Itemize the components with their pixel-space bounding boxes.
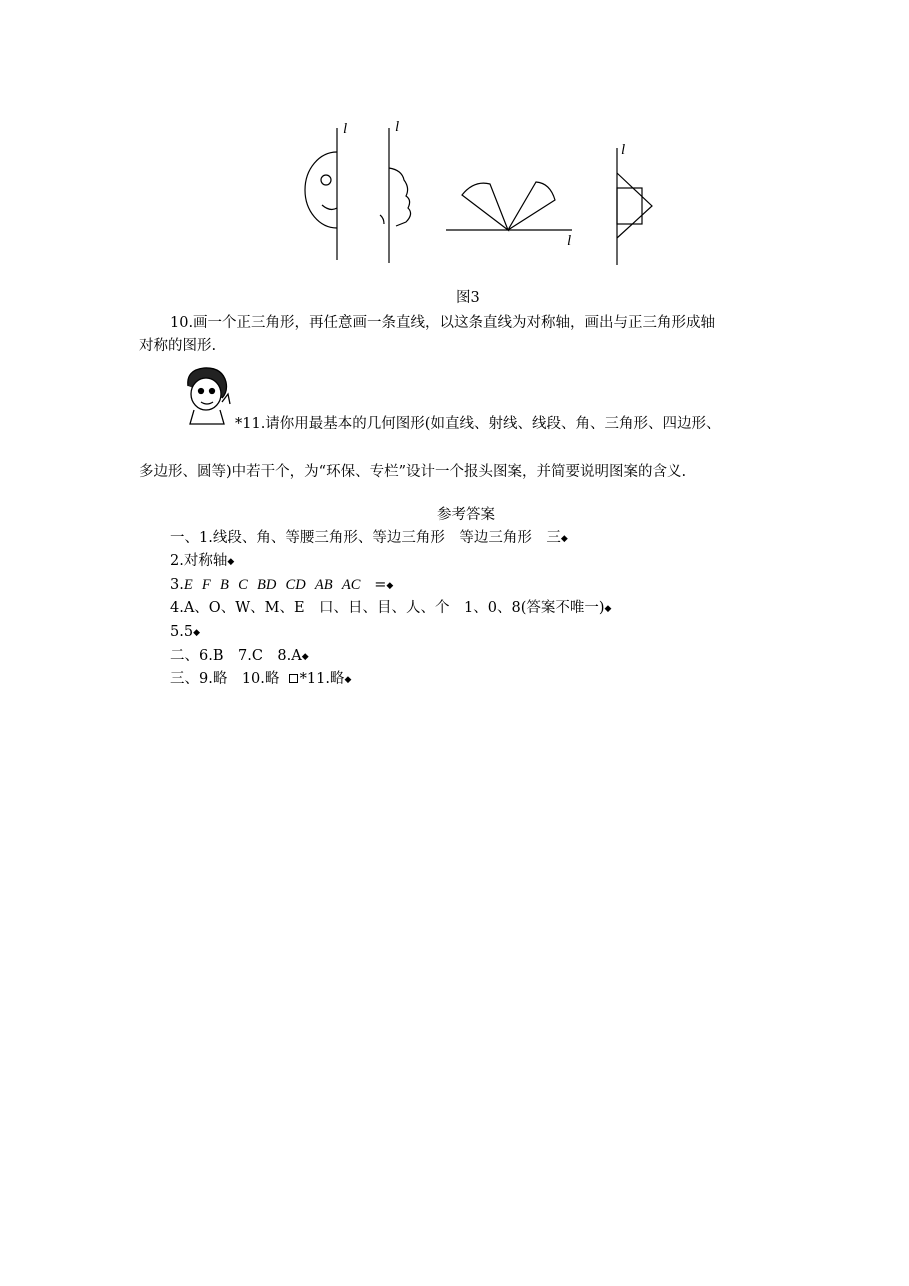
profile-detail bbox=[380, 215, 384, 224]
answer-line-1 bbox=[170, 528, 568, 549]
axis-label-1: l bbox=[343, 121, 348, 137]
answer-11-text: *11.略 bbox=[299, 671, 345, 687]
answer-line-3 bbox=[170, 575, 393, 596]
answer-marker: ◆ bbox=[227, 557, 235, 567]
answer-line-6 bbox=[170, 646, 309, 667]
answers-title: 参考答案 bbox=[437, 507, 495, 523]
answer-7-text: 三、9.略 10.略 bbox=[170, 671, 280, 687]
answer-5-text: 5.5 bbox=[170, 624, 194, 640]
answer-3-item: B bbox=[220, 577, 229, 593]
answer-marker: ◆ bbox=[560, 534, 568, 544]
answer-3-item: C bbox=[238, 577, 248, 593]
fan-left bbox=[462, 183, 508, 230]
answer-6-text: 二、6.B 7.C 8.A bbox=[170, 648, 302, 664]
answer-3-item: AB bbox=[314, 577, 333, 593]
answer-line-7 bbox=[170, 669, 351, 690]
question-11-line-2: 多边形、圆等)中若干个，为“环保、专栏”设计一个报头图案，并简要说明图案的含义. bbox=[139, 464, 687, 480]
answer-1-text: 一、1.线段、角、等腰三角形、等边三角形 等边三角形 三 bbox=[170, 530, 561, 546]
answer-2-text: 2.对称轴 bbox=[170, 553, 228, 569]
question-11-line-1: *11.请你用最基本的几何图形(如直线、射线、线段、角、三角形、四边形、 bbox=[235, 416, 721, 432]
figure-3 bbox=[0, 0, 909, 290]
answer-3-item: E bbox=[183, 577, 193, 593]
question-10-line-2: 对称的图形. bbox=[139, 338, 217, 354]
answer-marker: ◆ bbox=[604, 604, 612, 614]
answer-line-5 bbox=[170, 622, 200, 643]
answer-3-item: F bbox=[201, 577, 211, 593]
figure-caption: 图3 bbox=[456, 290, 480, 306]
axis-label-3: l bbox=[567, 233, 572, 249]
question-10-line-1: 10.画一个正三角形，再任意画一条直线，以这条直线为对称轴，画出与正三角形成轴 bbox=[170, 315, 716, 331]
axis-label-4: l bbox=[621, 142, 626, 158]
answer-3-item: CD bbox=[285, 577, 306, 593]
answer-4-text: 4.A、O、W、M、E 口、日、目、人、个 1、0、8(答案不唯一) bbox=[170, 600, 605, 616]
answer-marker: ◆ bbox=[344, 675, 352, 685]
answer-line-2 bbox=[170, 551, 234, 572]
answer-3-item: BD bbox=[256, 577, 277, 593]
answer-3-item: AC bbox=[341, 577, 361, 593]
figure-3-drawing bbox=[0, 0, 909, 290]
cartoon-boy-icon bbox=[182, 364, 232, 426]
half-face bbox=[305, 152, 337, 228]
small-square-icon bbox=[289, 674, 298, 683]
axis-label-2: l bbox=[395, 119, 400, 135]
face-eye bbox=[321, 175, 331, 185]
answer-3-suffix: = bbox=[374, 577, 387, 593]
profile-outline bbox=[389, 168, 411, 226]
answer-marker: ◆ bbox=[301, 652, 309, 662]
answer-marker: ◆ bbox=[193, 628, 200, 638]
answer-marker: ◆ bbox=[386, 581, 394, 591]
answer-3-prefix: 3. bbox=[170, 577, 184, 593]
answer-line-4 bbox=[170, 598, 611, 619]
triangle-half bbox=[617, 173, 652, 238]
fan-right bbox=[508, 182, 555, 230]
face-mouth bbox=[322, 205, 337, 209]
